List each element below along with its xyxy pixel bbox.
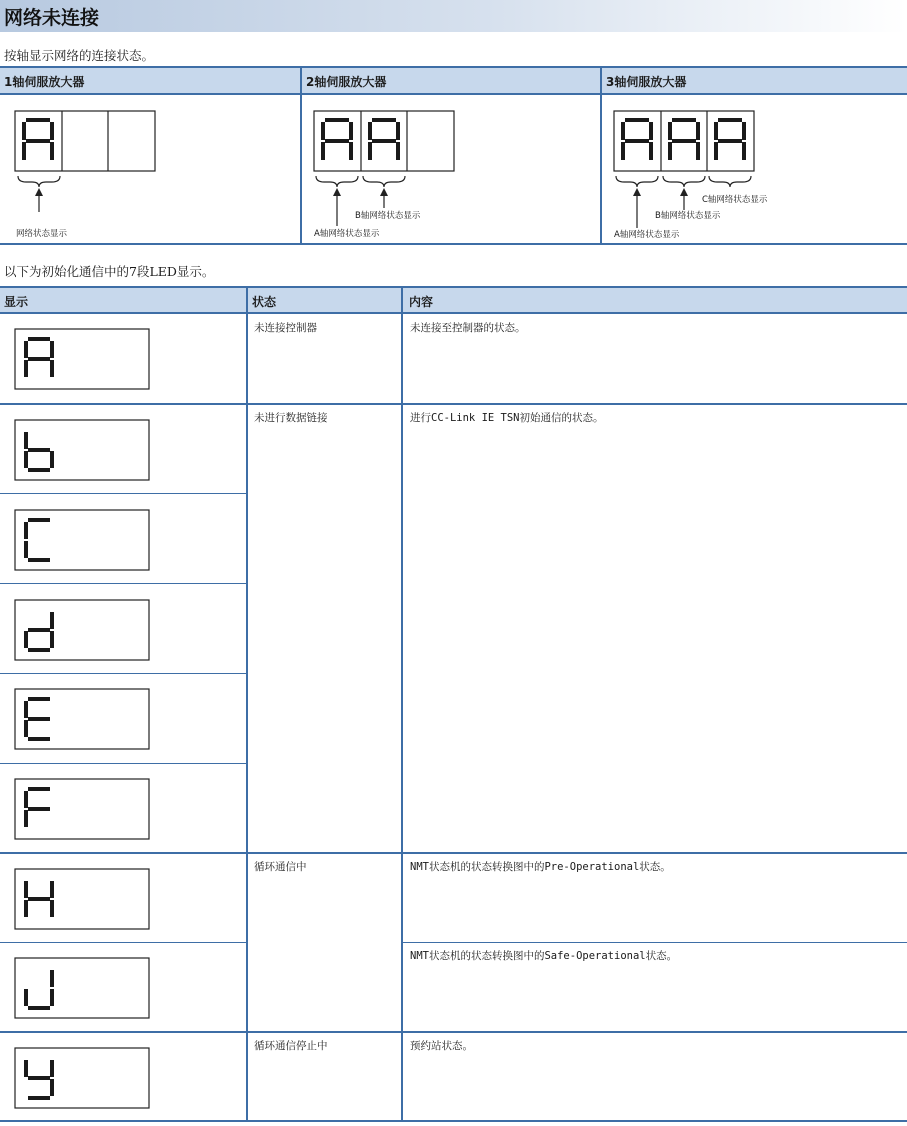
label-a-axis-3: A轴网络状态显示: [614, 230, 680, 240]
header-display: 显示: [4, 295, 29, 309]
segment-d: [28, 648, 50, 652]
segment-c: [50, 451, 54, 468]
segment-e: [24, 360, 28, 377]
header-axis-2: 2轴伺服放大器: [306, 75, 387, 89]
status-row-9: 循环通信停止中: [254, 1040, 328, 1052]
segment-a: [28, 518, 50, 522]
led-digit-row-3: [24, 518, 50, 562]
segment-c: [50, 360, 54, 377]
segment-e: [24, 631, 28, 648]
content-row-1: 未连接至控制器的状态。: [410, 322, 526, 334]
segment-g: [28, 448, 50, 452]
segment-f: [24, 341, 28, 358]
segment-b: [50, 1060, 54, 1077]
segment-e: [24, 451, 28, 468]
content-row-7: NMT状态机的状态转换图中的Pre-Operational状态。: [410, 861, 671, 873]
led-intro-text: 以下为初始化通信中的7段LED显示。: [4, 264, 215, 279]
status-row-2: 未进行数据链接: [254, 412, 328, 424]
intro-text: 按轴显示网络的连接状态。: [4, 48, 155, 63]
segment-g: [28, 717, 50, 721]
segment-g: [28, 357, 50, 361]
segment-b: [50, 881, 54, 898]
led-digit-row-2: [24, 432, 54, 472]
segment-d: [28, 468, 50, 472]
segment-f: [24, 522, 28, 539]
status-row-1: 未连接控制器: [254, 322, 317, 334]
led-digit-row-5: [24, 697, 50, 741]
segment-c: [50, 1079, 54, 1096]
label-c-axis-3: C轴网络状态显示: [702, 195, 768, 205]
segment-g: [28, 1076, 50, 1080]
segment-a: [28, 337, 50, 341]
segment-c: [50, 989, 54, 1006]
label-network-status: 网络状态显示: [16, 229, 68, 239]
segment-a: [28, 697, 50, 701]
segment-f: [24, 791, 28, 808]
header-axis-1: 1轴伺服放大器: [4, 75, 85, 89]
led-digit-row-8: [24, 970, 54, 1010]
segment-c: [50, 631, 54, 648]
segment-f: [24, 701, 28, 718]
segment-f: [24, 432, 28, 449]
segment-b: [50, 341, 54, 358]
segment-d: [28, 1096, 50, 1100]
segment-e: [24, 541, 28, 558]
segment-b: [50, 970, 54, 987]
segment-d: [28, 558, 50, 562]
header-axis-3: 3轴伺服放大器: [606, 75, 687, 89]
segment-a: [28, 787, 50, 791]
segment-c: [50, 900, 54, 917]
segment-e: [24, 720, 28, 737]
segment-g: [28, 628, 50, 632]
segment-f: [24, 1060, 28, 1077]
content-row-2: 进行CC-Link IE TSN初始通信的状态。: [410, 412, 604, 424]
segment-f: [24, 881, 28, 898]
content-row-8: NMT状态机的状态转换图中的Safe-Operational状态。: [410, 950, 678, 962]
label-b-axis-2: B轴网络状态显示: [355, 211, 421, 221]
page-title: 网络未连接: [4, 7, 100, 29]
led-digit-row-6: [24, 787, 50, 827]
segment-d: [28, 737, 50, 741]
header-status: 状态: [252, 295, 277, 309]
header-content: 内容: [409, 295, 434, 309]
segment-e: [24, 810, 28, 827]
segment-e: [24, 900, 28, 917]
segment-g: [28, 807, 50, 811]
label-b-axis-3: B轴网络状态显示: [655, 211, 721, 221]
segment-b: [50, 612, 54, 629]
led-digit-row-7: [24, 881, 54, 917]
segment-d: [28, 1006, 50, 1010]
led-digit-row-9: [24, 1060, 54, 1100]
led-digit-row-4: [24, 612, 54, 652]
content-row-9: 预约站状态。: [410, 1040, 473, 1052]
segment-e: [24, 989, 28, 1006]
segment-g: [28, 897, 50, 901]
status-row-7: 循环通信中: [254, 861, 307, 873]
label-a-axis-2: A轴网络状态显示: [314, 229, 380, 239]
led-digit-row-1: [24, 337, 54, 377]
